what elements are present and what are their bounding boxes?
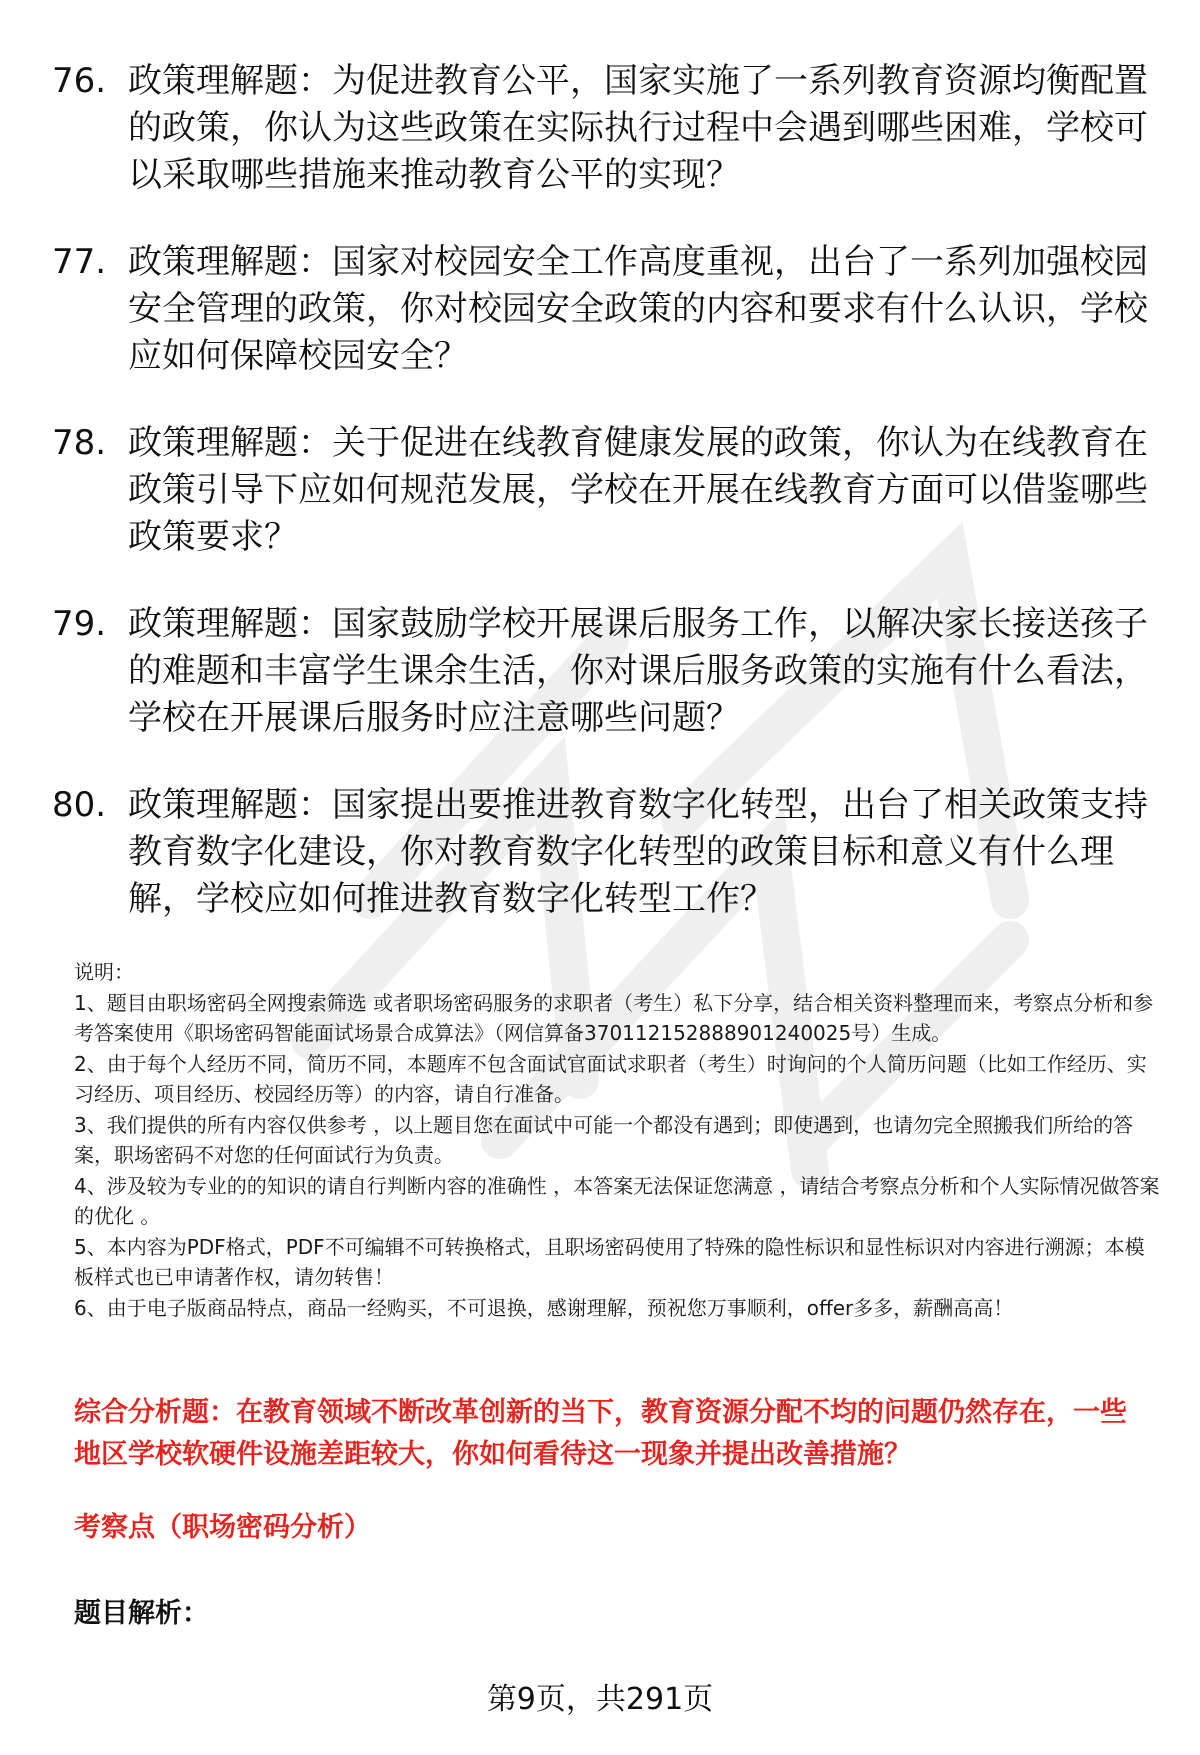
question-number: 77. xyxy=(52,242,107,282)
question-item xyxy=(52,58,1152,199)
question-list xyxy=(52,58,1152,963)
question-number: 76. xyxy=(52,61,107,101)
question-number: 79. xyxy=(52,604,107,644)
question-text: 政策理解题：国家鼓励学校开展课后服务工作，以解决家长接送孩子的难题和丰富学生课余生活，你对课后服务政策的实施有什么看法，学校在开展课后服务时应注意哪些问题？ xyxy=(128,604,1148,738)
page-number: 第9页，共291页 xyxy=(486,1682,714,1717)
question-text: 政策理解题：国家提出要推进教育数字化转型，出台了相关政策支持教育数字化建设，你对教育数字化转型的政策目标和意义有什么理解，学校应如何推进教育数字化转型工作？ xyxy=(128,785,1148,919)
question-number: 80. xyxy=(52,785,107,825)
notes-section xyxy=(74,957,1160,1323)
question-item xyxy=(52,239,1152,380)
question-item xyxy=(52,782,1152,923)
note-item: 1、题目由职场密码全网搜索筛选 或者职场密码服务的求职者（考生）私下分享，结合相关资料整理而来，考察点分析和参考答案使用《职场密码智能面试场景合成算法》（网信算备370112152888901240025号）生成。 xyxy=(74,990,1154,1045)
question-text: 政策理解题：关于促进在线教育健康发展的政策，你认为在线教育在政策引导下应如何规范发展，学校在开展在线教育方面可以借鉴哪些政策要求？ xyxy=(128,423,1148,557)
analysis-question-title: 综合分析题：在教育领域不断改革创新的当下，教育资源分配不均的问题仍然存在，一些地区学校软硬件设施差距较大，你如何看待这一现象并提出改善措施？ xyxy=(74,1397,1127,1470)
notes-heading: 说明： xyxy=(74,960,134,984)
question-analysis-heading: 题目解析： xyxy=(74,1598,209,1629)
question-text: 政策理解题：国家对校园安全工作高度重视，出台了一系列加强校园安全管理的政策，你对校园安全政策的内容和要求有什么认识，学校应如何保障校园安全？ xyxy=(128,242,1148,376)
question-text: 政策理解题：为促进教育公平，国家实施了一系列教育资源均衡配置的政策，你认为这些政策在实际执行过程中会遇到哪些困难，学校可以采取哪些措施来推动教育公平的实现？ xyxy=(128,61,1148,195)
question-item xyxy=(52,601,1152,742)
note-item: 3、我们提供的所有内容仅供参考 ，以上题目您在面试中可能一个都没有遇到；即使遇到，也请勿完全照搬我们所给的答案，职场密码不对您的任何面试行为负责。 xyxy=(74,1112,1134,1167)
note-item: 6、由于电子版商品特点，商品一经购买，不可退换，感谢理解，预祝您万事顺利，offer多多，薪酬高高！ xyxy=(74,1295,1014,1320)
exam-point-heading: 考察点（职场密码分析） xyxy=(74,1512,371,1543)
question-number: 78. xyxy=(52,423,107,463)
note-item: 4、涉及较为专业的的知识的请自行判断内容的准确性 ，本答案无法保证您满意 ，请结合考察点分析和个人实际情况做答案的优化 。 xyxy=(74,1173,1160,1228)
note-item: 5、本内容为PDF格式，PDF不可编辑不可转换格式，且职场密码使用了特殊的隐性标识和显性标识对内容进行溯源；本模板样式也已申请著作权，请勿转售！ xyxy=(74,1234,1145,1289)
question-item xyxy=(52,420,1152,561)
note-item: 2、由于每个人经历不同，简历不同，本题库不包含面试官面试求职者（考生）时询问的个人简历问题（比如工作经历、实习经历、项目经历、校园经历等）的内容，请自行准备。 xyxy=(74,1051,1147,1106)
